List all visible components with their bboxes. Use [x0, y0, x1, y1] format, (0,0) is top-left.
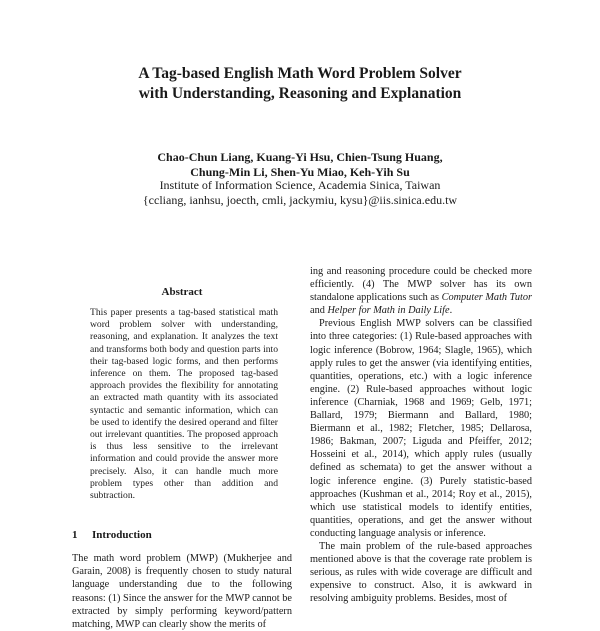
paragraph-continuation	[310, 265, 532, 317]
section-number: 1	[72, 529, 78, 542]
author-list	[0, 150, 600, 180]
paper-title-line-1: A Tag-based English Math Word Problem Solver	[138, 65, 462, 82]
author-line-2: Chung-Min Li, Shen-Yu Miao, Keh-Yih Su	[190, 165, 410, 179]
section-heading-introduction	[72, 528, 292, 542]
paragraph-previous-solvers: Previous English MWP solvers can be classified into three categories: (1) Rule-based approaches with logic inference (Bobrow, 1964; Slagle, 1965), which apply rules to get the answer (via identifying entities, quantities, operations, etc.) with a logic inference engine. (2) Rule-based approaches without logic inference (Charniak, 1968 and 1969; Gelb, 1971; Ballard, 1979; Biermann and Ballard, 1980; Biermann et al., 1982; Fletcher, 1985; Dellarosa, 1986; Bakman, 2007; Liguda and Pfeiffer, 2012; Hosseini et al., 2014), which apply rules (usually defined as schemata) to get the answer without a logic inference engine. (3) Purely statistic-based approaches (Kushman et al., 2014; Roy et al., 2015), which use statistical models to identify entities, quantities, operations, and get the answer without conducting language analysis or inference.	[310, 318, 532, 539]
author-line-1: Chao-Chun Liang, Kuang-Yi Hsu, Chien-Tsung Huang,	[157, 150, 443, 164]
paragraph-continuation-text: ing and reasoning procedure could be checked more efficiently. (4) The MWP solver has its own standalone applications such as	[310, 266, 532, 304]
conjunction-text: and	[310, 305, 328, 317]
period-text: .	[449, 305, 453, 317]
paper-title-line-2: with Understanding, Reasoning and Explanation	[138, 85, 462, 102]
affiliation-institute: Institute of Information Science, Academia Sinica, Taiwan	[159, 178, 441, 192]
paragraph-main-problem: The main problem of the rule-based approaches mentioned above is that the coverage rate problem is serious, as rules with wide coverage are difficult and expensive to construct. Also, it is awkward in resolving ambiguity problems. Besides, most of	[310, 540, 532, 605]
abstract-heading: Abstract	[161, 286, 203, 298]
abstract-text: This paper presents a tag-based statistical math word problem solver with understanding, reasoning, and explanation. It analyzes the text and transforms both body and question parts into their tag-based logic forms, and then performs inference on them. The proposed tag-based approach provides the flexibility for annotating an extracted math quantity with its associated syntactic and semantic information, which can be used to identify the desired operand and filter out irrelevant quantities. The proposed approach is thus less sensitive to the irrelevant information and could provide the answer more precisely. Also, it can handle much more problem types other than addition and subtraction.	[90, 307, 278, 502]
section-title: Introduction	[92, 529, 152, 542]
introduction-text: The math word problem (MWP) (Mukherjee and Garain, 2008) is frequently chosen to study natural language understanding due to the following reasons: (1) Since the answer for the MWP cannot be extracted by simply performing keyword/pattern matching, MWP can clearly show the merits of	[72, 553, 292, 630]
affiliation-block	[0, 178, 600, 208]
right-column	[310, 265, 532, 605]
right-column-body	[310, 265, 532, 605]
italic-helper-for-math: Helper for Math in Daily Life	[327, 305, 450, 317]
left-column	[72, 285, 292, 631]
affiliation-emails: {ccliang, ianhsu, joecth, cmli, jackymiu, kysu}@iis.sinica.edu.tw	[142, 193, 458, 207]
italic-computer-math-tutor: Computer Math Tutor	[441, 292, 532, 304]
paper-title	[0, 64, 600, 104]
